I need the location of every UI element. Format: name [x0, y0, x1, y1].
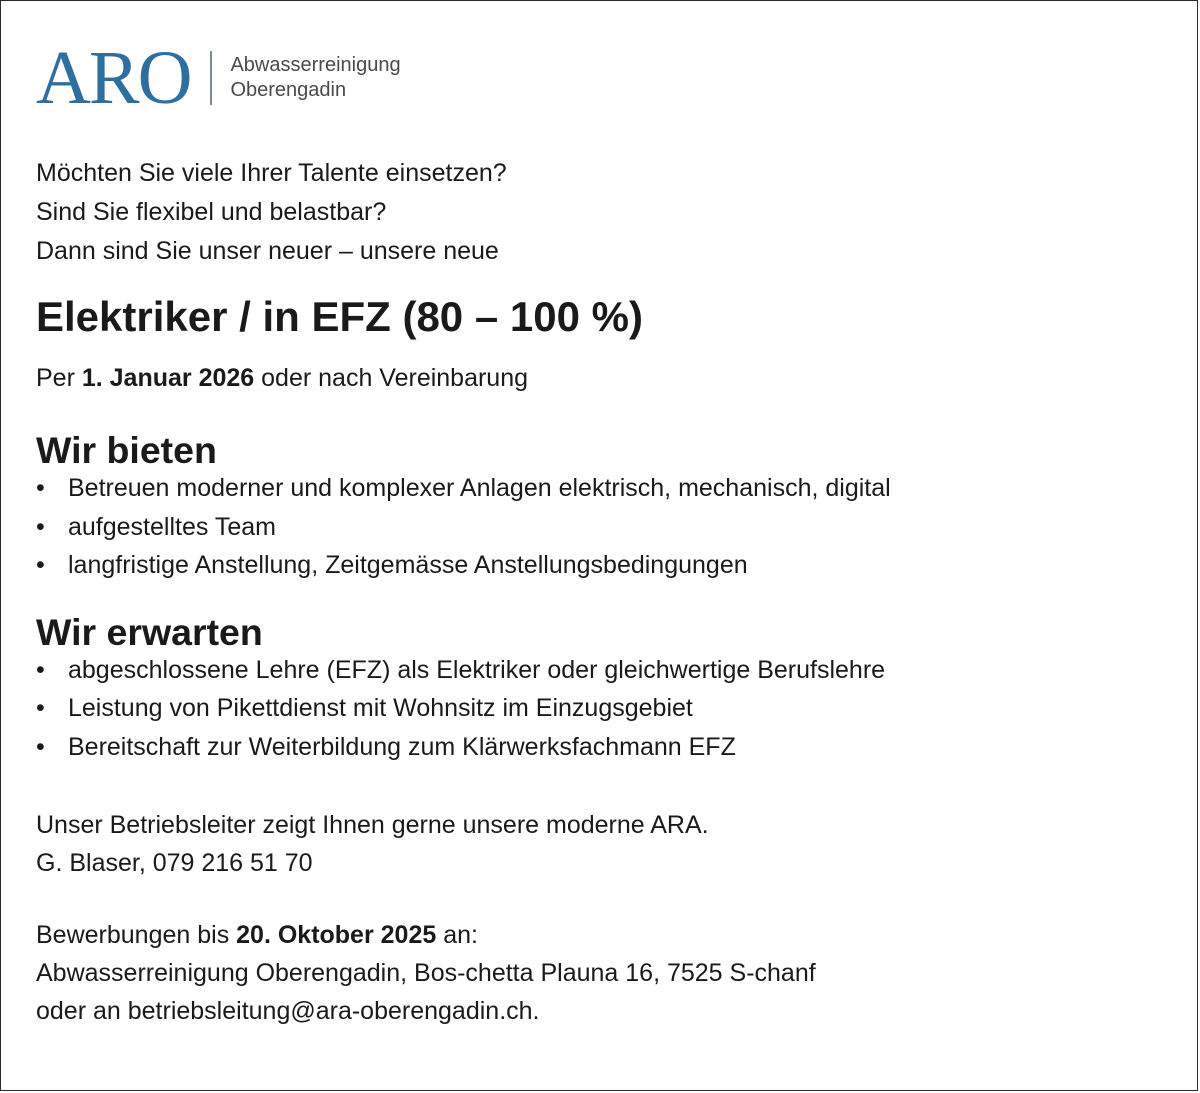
bullet: • [36, 512, 45, 541]
list-item [36, 546, 1170, 585]
intro [36, 154, 1170, 271]
expect-heading: Wir erwarten [36, 610, 263, 653]
start-prefix: Per [36, 364, 82, 392]
list-item [36, 508, 1170, 547]
deadline-suffix: an: [436, 921, 478, 949]
logo-line-2: Oberengadin [230, 79, 347, 101]
intro-line: Dann sind Sie unser neuer – unsere neue [36, 237, 499, 265]
offer-heading: Wir bieten [36, 429, 217, 471]
list-item [36, 469, 1170, 508]
contact-line: Unser Betriebsleiter zeigt Ihnen gerne unsere moderne ARA. [36, 811, 709, 839]
list-item [36, 689, 1170, 728]
bullet: • [36, 694, 45, 722]
deadline-date: 20. Oktober 2025 [236, 921, 437, 949]
bullet: • [36, 655, 45, 684]
deadline-line [36, 916, 1170, 954]
list-item [36, 728, 1170, 767]
list-item-text: Betreuen moderner und komplexer Anlagen elektrisch, mechanisch, digital [68, 474, 891, 502]
start-suffix: oder nach Vereinbarung [254, 364, 529, 392]
expect-list [36, 651, 1170, 767]
start-date: 1. Januar 2026 [81, 364, 255, 392]
start-date-line [36, 359, 1170, 397]
contact-block [36, 806, 1170, 882]
list-item-text: Bereitschaft zur Weiterbildung zum Klärwerksfachmann EFZ [68, 732, 736, 761]
intro-line: Möchten Sie viele Ihrer Talente einsetzen? [36, 159, 507, 187]
list-item-text: aufgestelltes Team [68, 512, 276, 541]
job-title: Elektriker / in EFZ (80 – 100 %) [36, 293, 643, 340]
contact-person: G. Blaser, 079 216 51 70 [36, 849, 313, 877]
bullet: • [36, 732, 45, 761]
list-item-text: langfristige Anstellung, Zeitgemässe Anstellungsbedingungen [68, 551, 748, 579]
list-item [36, 651, 1170, 690]
postal-address: Abwasserreinigung Oberengadin, Bos-chetta Plauna 16, 7525 S-chanf [36, 959, 816, 987]
logo [36, 36, 401, 120]
intro-line: Sind Sie flexibel und belastbar? [36, 198, 387, 226]
logo-text [230, 53, 400, 103]
offer-list [36, 469, 1170, 585]
logo-line-1: Abwasserreinigung [230, 54, 401, 76]
ad-content [36, 154, 1170, 1030]
application-block [36, 916, 1170, 1030]
list-item-text: abgeschlossene Lehre (EFZ) als Elektriker oder gleichwertige Berufslehre [68, 655, 886, 684]
bullet: • [36, 551, 45, 579]
bullet: • [36, 474, 45, 502]
email-line: oder an betriebsleitung@ara-oberengadin.ch. [36, 997, 540, 1025]
list-item-text: Leistung von Pikettdienst mit Wohnsitz im Einzugsgebiet [68, 694, 693, 722]
deadline-prefix: Bewerbungen bis [36, 921, 237, 949]
logo-divider [210, 51, 212, 105]
logo-mark: ARO [36, 36, 191, 120]
